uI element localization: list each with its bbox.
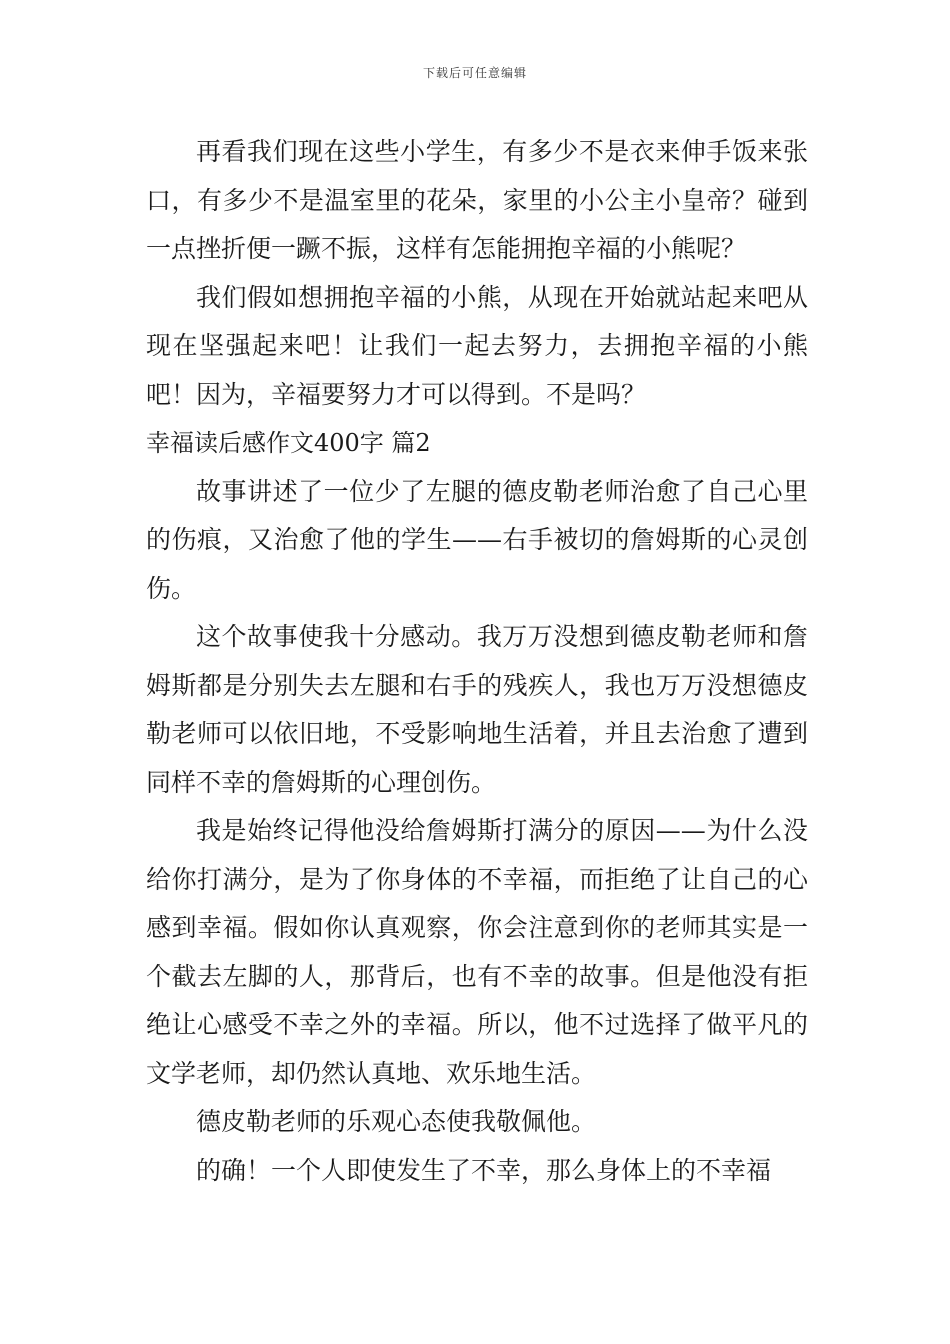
page-header-note: 下载后可任意编辑 xyxy=(422,66,527,80)
paragraph-1: 再看我们现在这些小学生，有多少不是衣来伸手饭来张口，有多少不是温室里的花朵，家里的小公主小皇帝？碰到一点挫折便一蹶不振，这样有怎能拥抱辛福的小熊呢？ xyxy=(146,137,808,263)
paragraph-7: 的确！一个人即使发生了不幸，那么身体上的不幸福 xyxy=(196,1155,772,1185)
document-body xyxy=(146,128,808,1195)
paragraph-4: 这个故事使我十分感动。我万万没想到德皮勒老师和詹姆斯都是分别失去左腿和右手的残疾人，我也万万没想德皮勒老师可以依旧地，不受影响地生活着，并且去治愈了遭到同样不幸的詹姆斯的心理创伤。 xyxy=(146,622,808,797)
paragraph-3: 故事讲述了一位少了左腿的德皮勒老师治愈了自己心里的伤痕，又治愈了他的学生——右手被切的詹姆斯的心灵创伤。 xyxy=(146,476,808,603)
section-heading: 幸福读后感作文400字 篇2 xyxy=(146,429,431,457)
paragraph-2: 我们假如想拥抱辛福的小熊，从现在开始就站起来吧从现在坚强起来吧！让我们一起去努力，去拥抱辛福的小熊吧！因为，辛福要努力才可以得到。不是吗？ xyxy=(146,282,808,409)
paragraph-6: 德皮勒老师的乐观心态使我敬佩他。 xyxy=(196,1107,597,1136)
paragraph-5: 我是始终记得他没给詹姆斯打满分的原因——为什么没给你打满分，是为了你身体的不幸福，而拒绝了让自己的心感到幸福。假如你认真观察，你会注意到你的老师其实是一个截去左脚的人，那背后，也有不幸的故事。但是他没有拒绝让心感受不幸之外的幸福。所以，他不过选择了做平凡的文学老师，却仍然认真地、欢乐地生活。 xyxy=(146,816,808,1088)
